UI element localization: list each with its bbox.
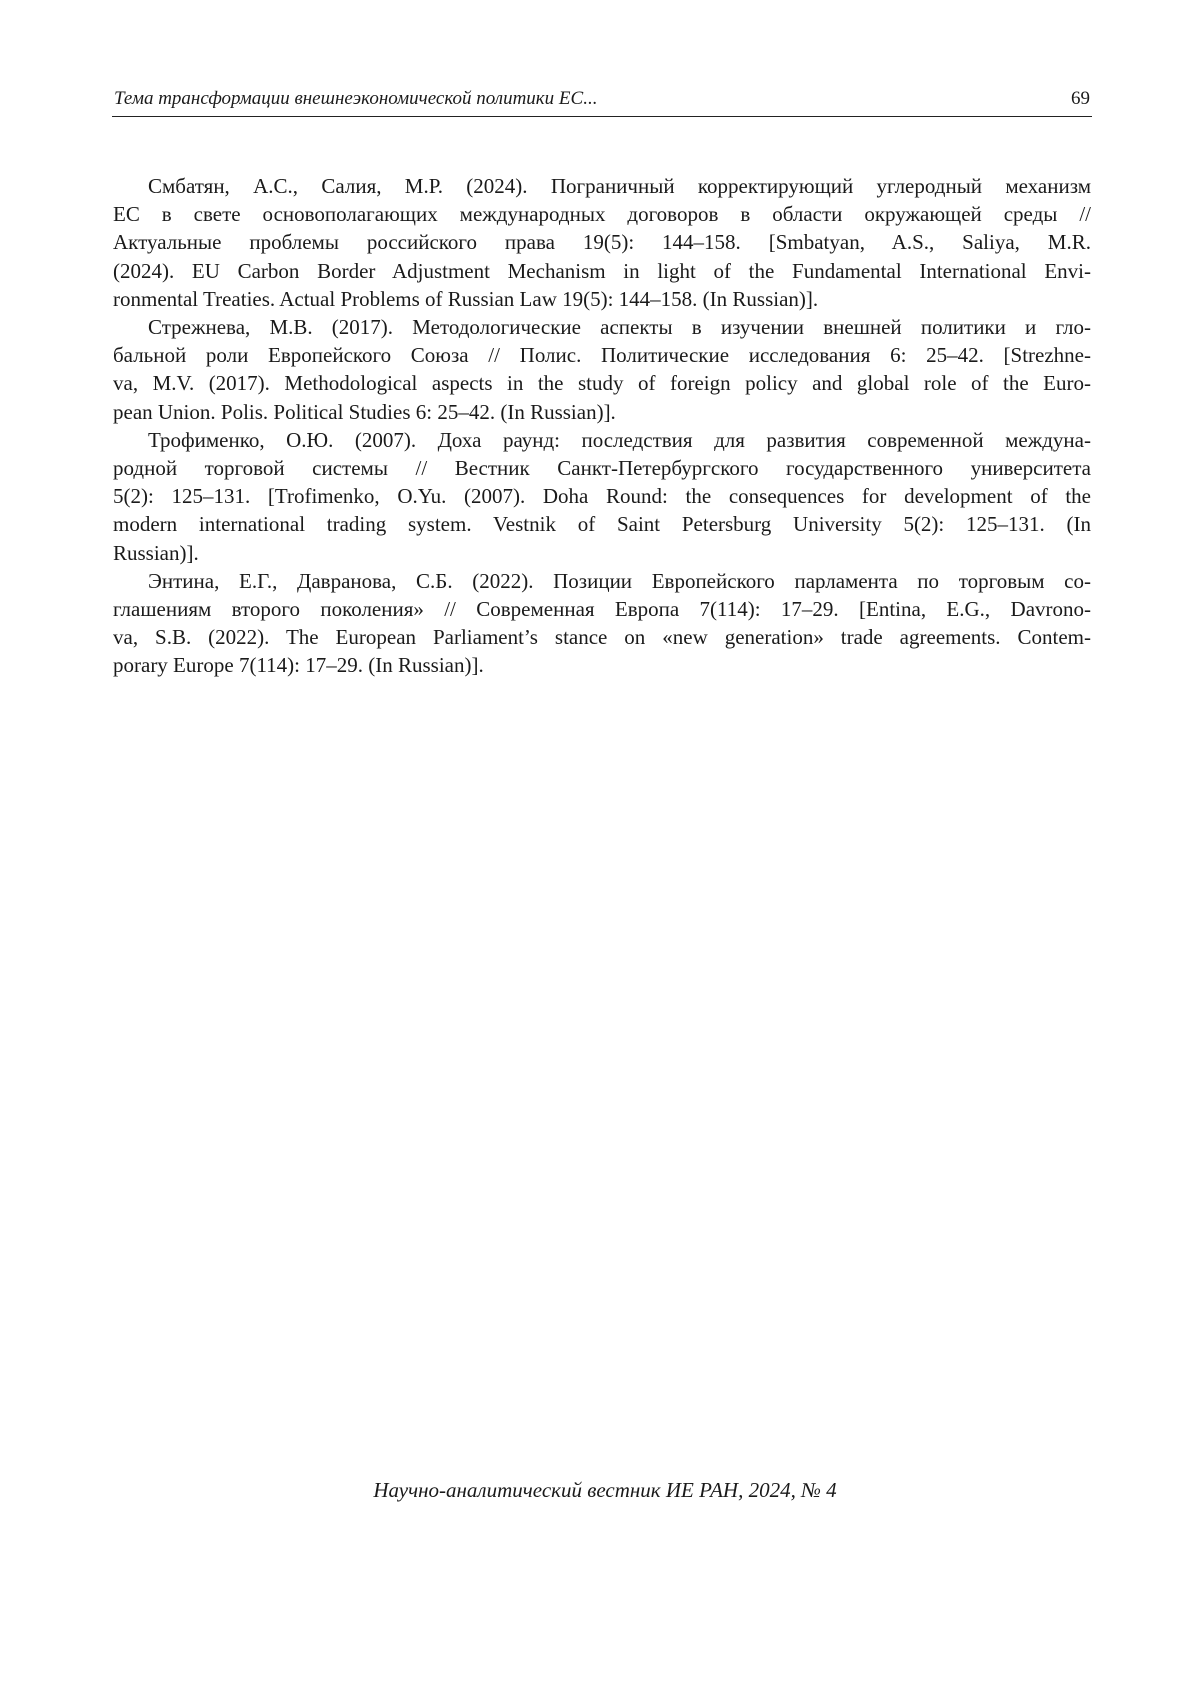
reference-line: (2024). EU Carbon Border Adjustment Mechanism in light of the Fundamental International Envi- — [113, 258, 1091, 283]
reference-entry-trofimenko — [113, 426, 1091, 567]
reference-line: бальной роли Европейского Союза // Полис. Политические исследования 6: 25–42. [Strezhne- — [113, 343, 1091, 368]
reference-line: va, S.B. (2022). The European Parliament’s stance on «new generation» trade agreements. Contem- — [113, 625, 1091, 650]
reference-line: pean Union. Polis. Political Studies 6: 25–42. (In Russian)]. — [113, 399, 616, 424]
running-title: Тема трансформации внешнеэкономической политики ЕС... — [114, 88, 598, 109]
running-header — [112, 84, 1092, 117]
reference-line: глашениям второго поколения» // Современная Европа 7(114): 17–29. [Entina, E.G., Davrono- — [113, 597, 1091, 622]
reference-line: родной торговой системы // Вестник Санкт-Петербургского государственного университета — [113, 456, 1091, 481]
reference-line: Энтина, Е.Г., Давранова, С.Б. (2022). Позиции Европейского парламента по торговым со- — [148, 568, 1091, 593]
reference-entry-strezhneva — [113, 313, 1091, 426]
reference-line: Смбатян, А.С., Салия, М.Р. (2024). Пограничный корректирующий углеродный механизм — [148, 174, 1091, 198]
running-footer — [0, 1478, 1200, 1503]
reference-line: porary Europe 7(114): 17–29. (In Russian)]. — [113, 653, 484, 678]
reference-line: ЕС в свете основополагающих международных договоров в области окружающей среды // — [113, 202, 1091, 227]
reference-line: Трофименко, О.Ю. (2007). Доха раунд: последствия для развития современной междуна- — [148, 427, 1091, 452]
reference-line: Стрежнева, М.В. (2017). Методологические аспекты в изучении внешней политики и гло- — [148, 315, 1091, 340]
reference-list — [113, 172, 1091, 680]
reference-entry-smbatyan — [113, 172, 1091, 313]
reference-line: Russian)]. — [113, 540, 199, 565]
reference-line: Актуальные проблемы российского права 19(5): 144–158. [Smbatyan, A.S., Saliya, M.R. — [113, 230, 1091, 255]
reference-line: modern international trading system. Vestnik of Saint Petersburg University 5(2): 125–131. (In — [113, 512, 1091, 537]
journal-issue: Научно-аналитический вестник ИЕ РАН, 2024, № 4 — [373, 1478, 837, 1502]
reference-line: va, M.V. (2017). Methodological aspects in the study of foreign policy and global role of the Euro- — [113, 371, 1091, 396]
reference-entry-entina — [113, 567, 1091, 680]
reference-line: 5(2): 125–131. [Trofimenko, O.Yu. (2007). Doha Round: the consequences for development of the — [113, 484, 1091, 509]
page-number: 69 — [1071, 88, 1090, 109]
reference-line: ronmental Treaties. Actual Problems of Russian Law 19(5): 144–158. (In Russian)]. — [113, 286, 819, 311]
